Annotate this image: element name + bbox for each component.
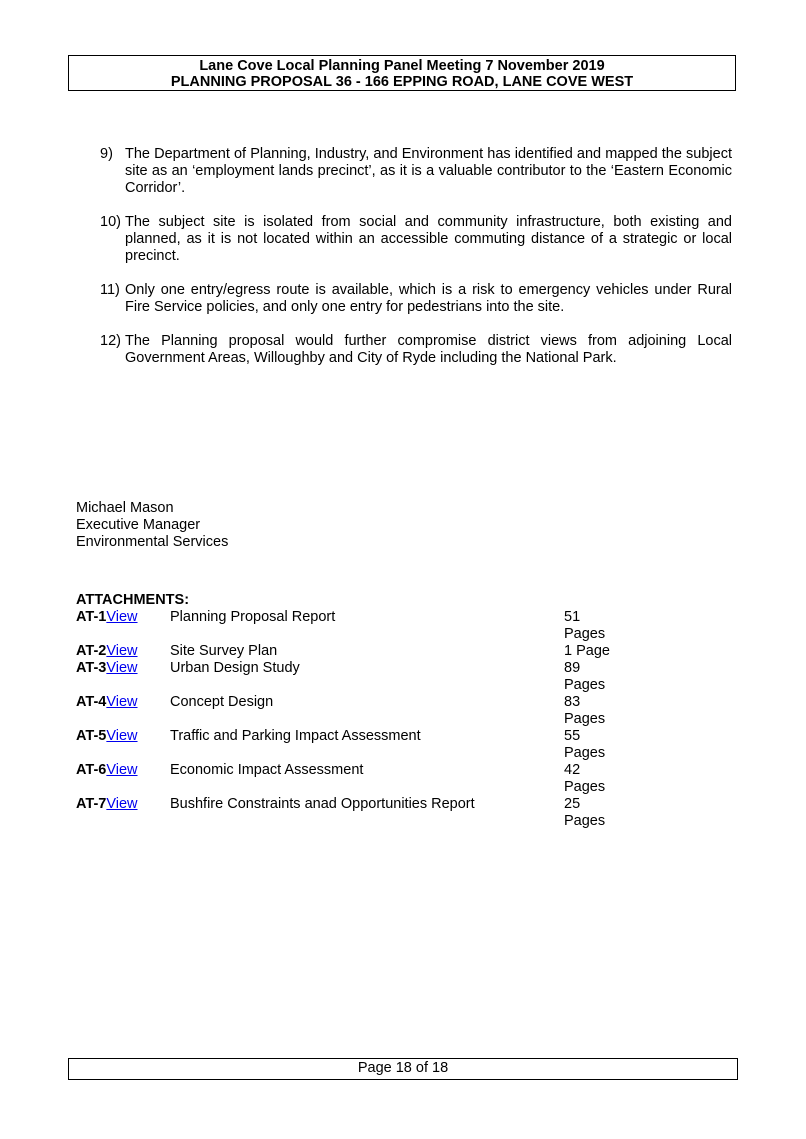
- list-item-text: The Planning proposal would further compromise district views from adjoining Local Government Areas, Willoughby and City of Ryde including the National Park.: [125, 333, 732, 366]
- signatory-name: Michael Mason: [76, 500, 174, 516]
- attachment-row: [76, 660, 636, 694]
- list-item-number: 11): [100, 282, 120, 298]
- attachment-title: Economic Impact Assessment: [170, 762, 364, 778]
- page-header: [68, 55, 736, 91]
- attachment-code: AT-7: [76, 796, 107, 812]
- attachment-title: Bushfire Constraints anad Opportunities Report: [170, 796, 475, 812]
- attachment-pages: 89 Pages: [564, 660, 606, 693]
- attachment-code: AT-2: [76, 643, 107, 659]
- attachments-section: [76, 592, 636, 830]
- attachment-row: [76, 728, 636, 762]
- attachment-code: AT-4: [76, 694, 107, 710]
- attachment-code: AT-6: [76, 762, 107, 778]
- attachment-row: [76, 643, 636, 660]
- header-proposal-title: PLANNING PROPOSAL 36 - 166 EPPING ROAD, LANE COVE WEST: [170, 74, 634, 90]
- attachment-code: AT-5: [76, 728, 107, 744]
- attachment-view-link[interactable]: View: [106, 694, 138, 710]
- attachment-code: AT-1: [76, 609, 107, 625]
- attachment-title: Concept Design: [170, 694, 274, 710]
- attachment-code: AT-3: [76, 660, 107, 676]
- attachment-row: [76, 609, 636, 643]
- attachment-title: Site Survey Plan: [170, 643, 278, 659]
- attachment-view-link[interactable]: View: [106, 762, 138, 778]
- attachment-view-link[interactable]: View: [106, 796, 138, 812]
- list-item: [100, 333, 732, 367]
- page-footer: [68, 1058, 738, 1080]
- attachment-title: Planning Proposal Report: [170, 609, 336, 625]
- header-meeting-title: Lane Cove Local Planning Panel Meeting 7 November 2019: [199, 58, 605, 74]
- page-number: Page 18 of 18: [357, 1060, 449, 1076]
- attachment-pages: 55 Pages: [564, 728, 606, 761]
- attachment-title: Urban Design Study: [170, 660, 300, 676]
- list-item: [100, 282, 732, 316]
- numbered-reasons-list: [100, 146, 732, 384]
- attachment-view-link[interactable]: View: [106, 643, 138, 659]
- attachment-row: [76, 694, 636, 728]
- attachment-view-link[interactable]: View: [106, 609, 138, 625]
- signature-block: [76, 500, 228, 551]
- list-item-text: The subject site is isolated from social and community infrastructure, both existing and planned, as it is not located within an accessible commuting distance of a strategic or local precinct.: [125, 214, 732, 264]
- attachment-pages: 25 Pages: [564, 796, 606, 829]
- list-item: [100, 146, 732, 197]
- attachment-row: [76, 762, 636, 796]
- attachment-pages: 83 Pages: [564, 694, 606, 727]
- attachments-heading: ATTACHMENTS:: [76, 592, 190, 608]
- attachment-pages: 42 Pages: [564, 762, 606, 795]
- attachment-pages: 51 Pages: [564, 609, 606, 642]
- list-item: [100, 214, 732, 265]
- attachment-view-link[interactable]: View: [106, 660, 138, 676]
- list-item-number: 10): [100, 214, 121, 230]
- list-item-number: 12): [100, 333, 121, 349]
- attachment-pages: 1 Page: [564, 643, 610, 659]
- signatory-title: Executive Manager: [76, 517, 201, 533]
- attachment-row: [76, 796, 636, 830]
- list-item-text: Only one entry/egress route is available, which is a risk to emergency vehicles under Rural Fire Service policies, and only one entry for pedestrians into the site.: [125, 282, 732, 315]
- list-item-text: The Department of Planning, Industry, and Environment has identified and mapped the subject site as an ‘employment lands precinct’, as it is a valuable contributor to the ‘Eastern Economic Corridor’.: [125, 146, 732, 196]
- attachment-title: Traffic and Parking Impact Assessment: [170, 728, 421, 744]
- signatory-department: Environmental Services: [76, 534, 229, 550]
- list-item-number: 9): [100, 146, 113, 162]
- attachment-view-link[interactable]: View: [106, 728, 138, 744]
